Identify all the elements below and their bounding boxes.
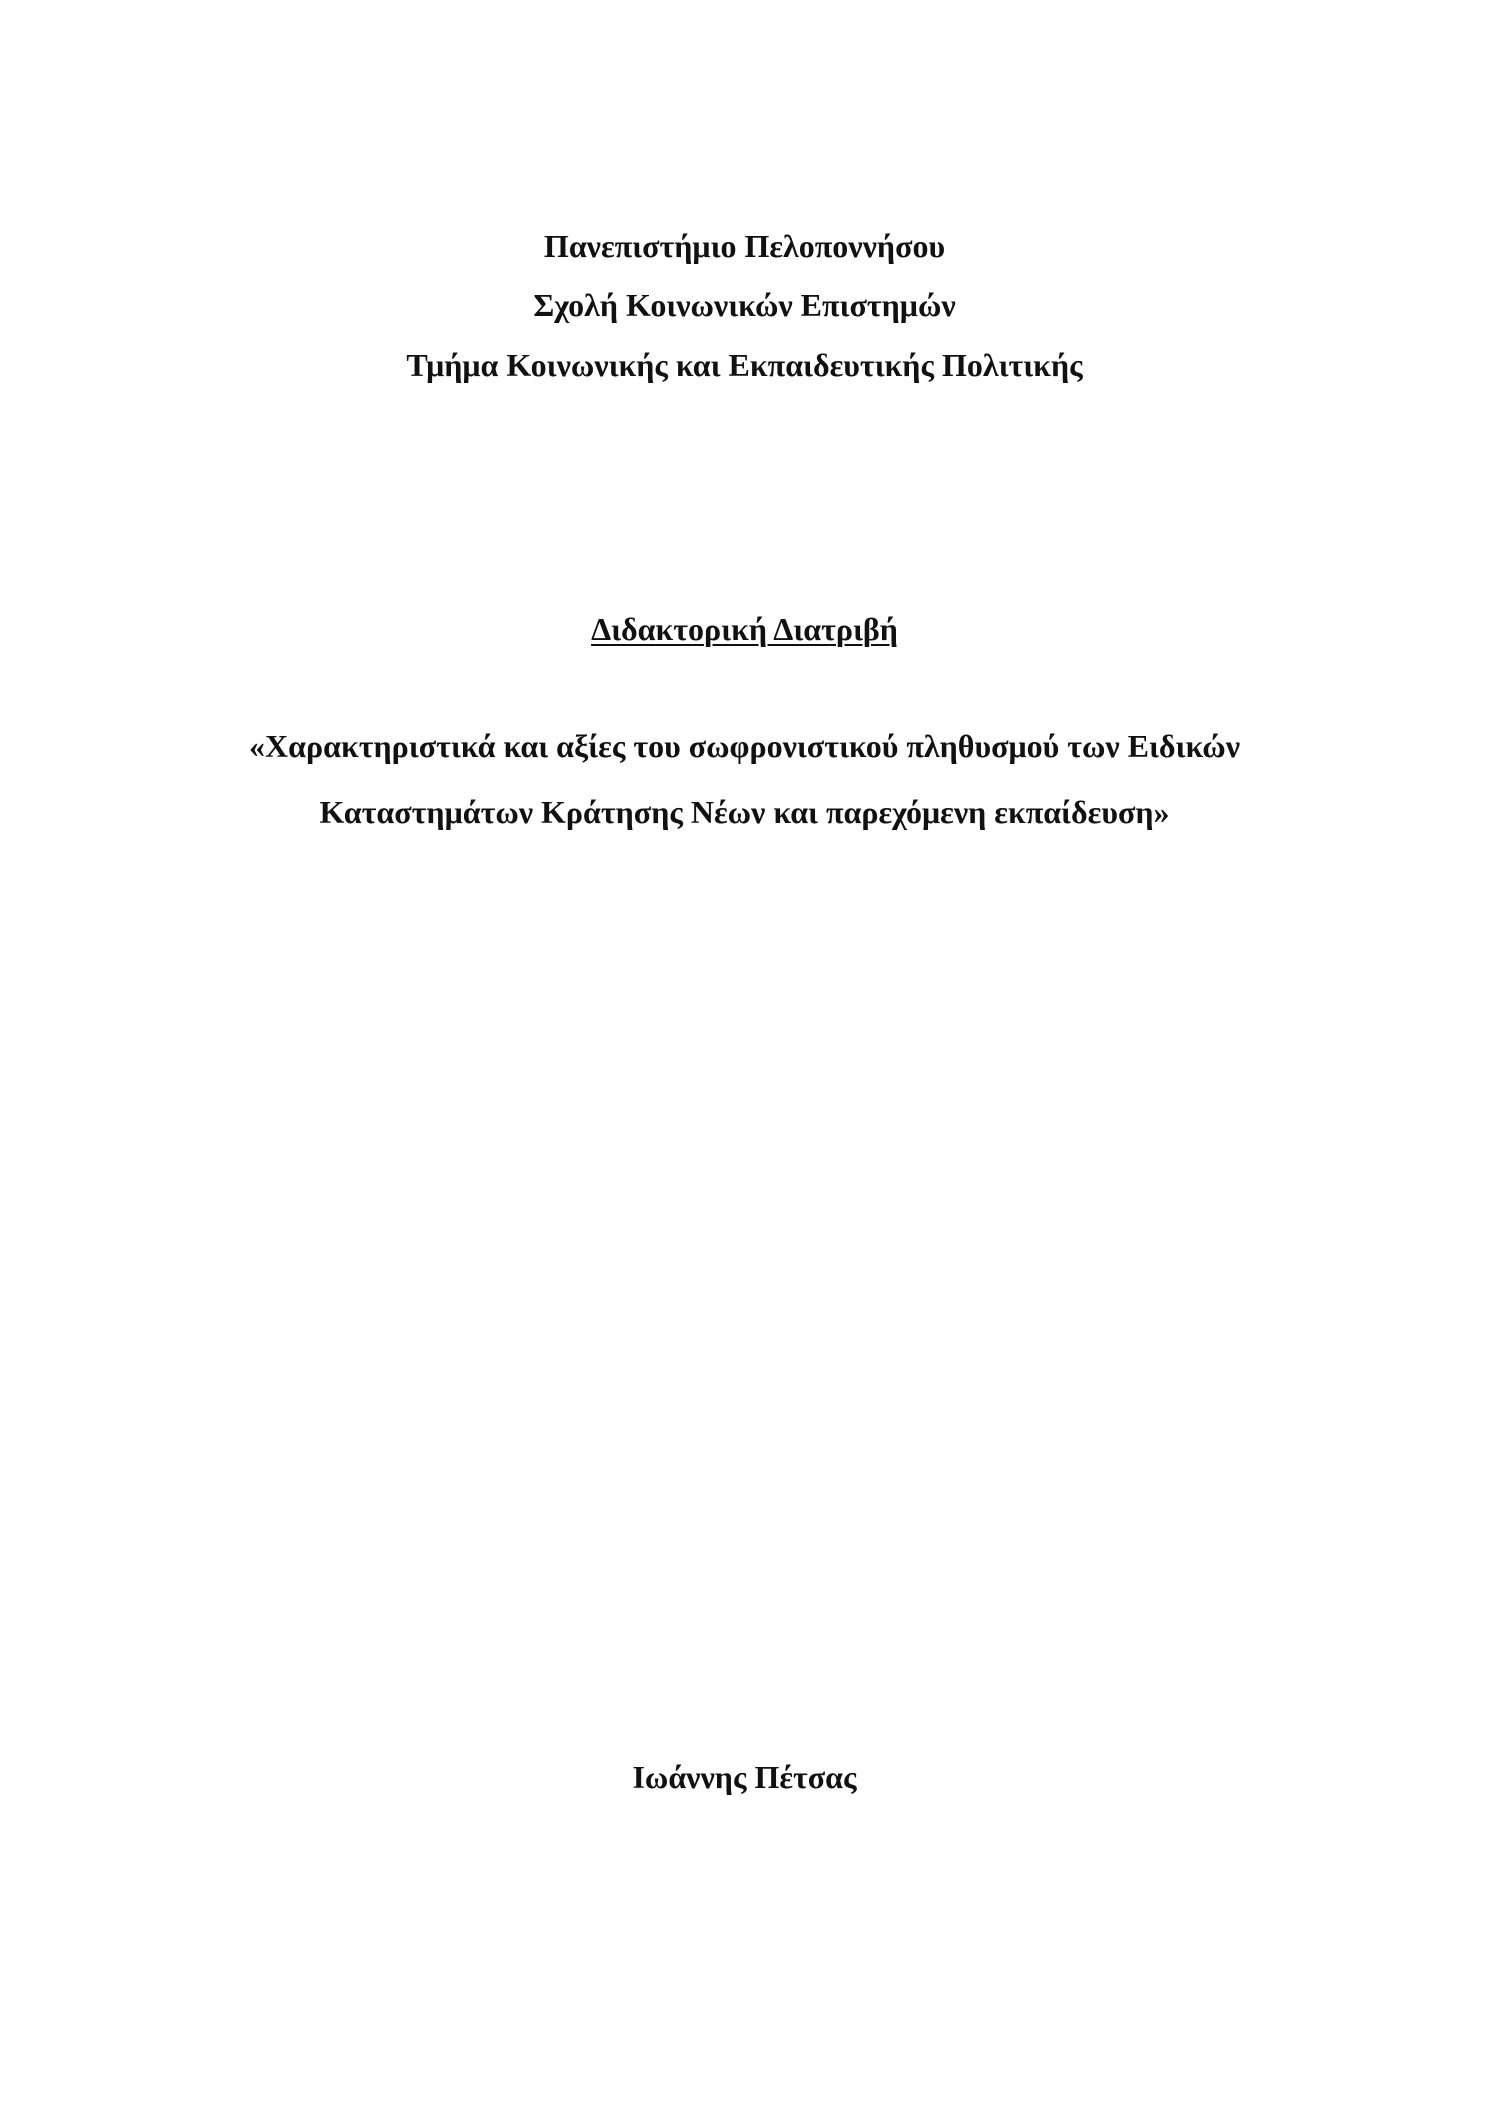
- thesis-title-line-2: Καταστημάτων Κράτησης Νέων και παρεχόμενη εκπαίδευση»: [319, 794, 1170, 830]
- document-type-label: Διδακτορική Διατριβή: [591, 611, 898, 647]
- author-name: Ιωάννης Πέτσας: [632, 1759, 857, 1795]
- thesis-title-line-1: «Χαρακτηριστικά και αξίες του σωφρονιστικού πληθυσμού των Ειδικών: [249, 728, 1240, 764]
- department-name: Τμήμα Κοινωνικής και Εκπαιδευτικής Πολιτικής: [406, 347, 1083, 383]
- document-type-heading: [0, 609, 1489, 649]
- university-name: Πανεπιστήμιο Πελοποννήσου: [543, 228, 946, 264]
- school-name: Σχολή Κοινωνικών Επιστημών: [533, 287, 956, 323]
